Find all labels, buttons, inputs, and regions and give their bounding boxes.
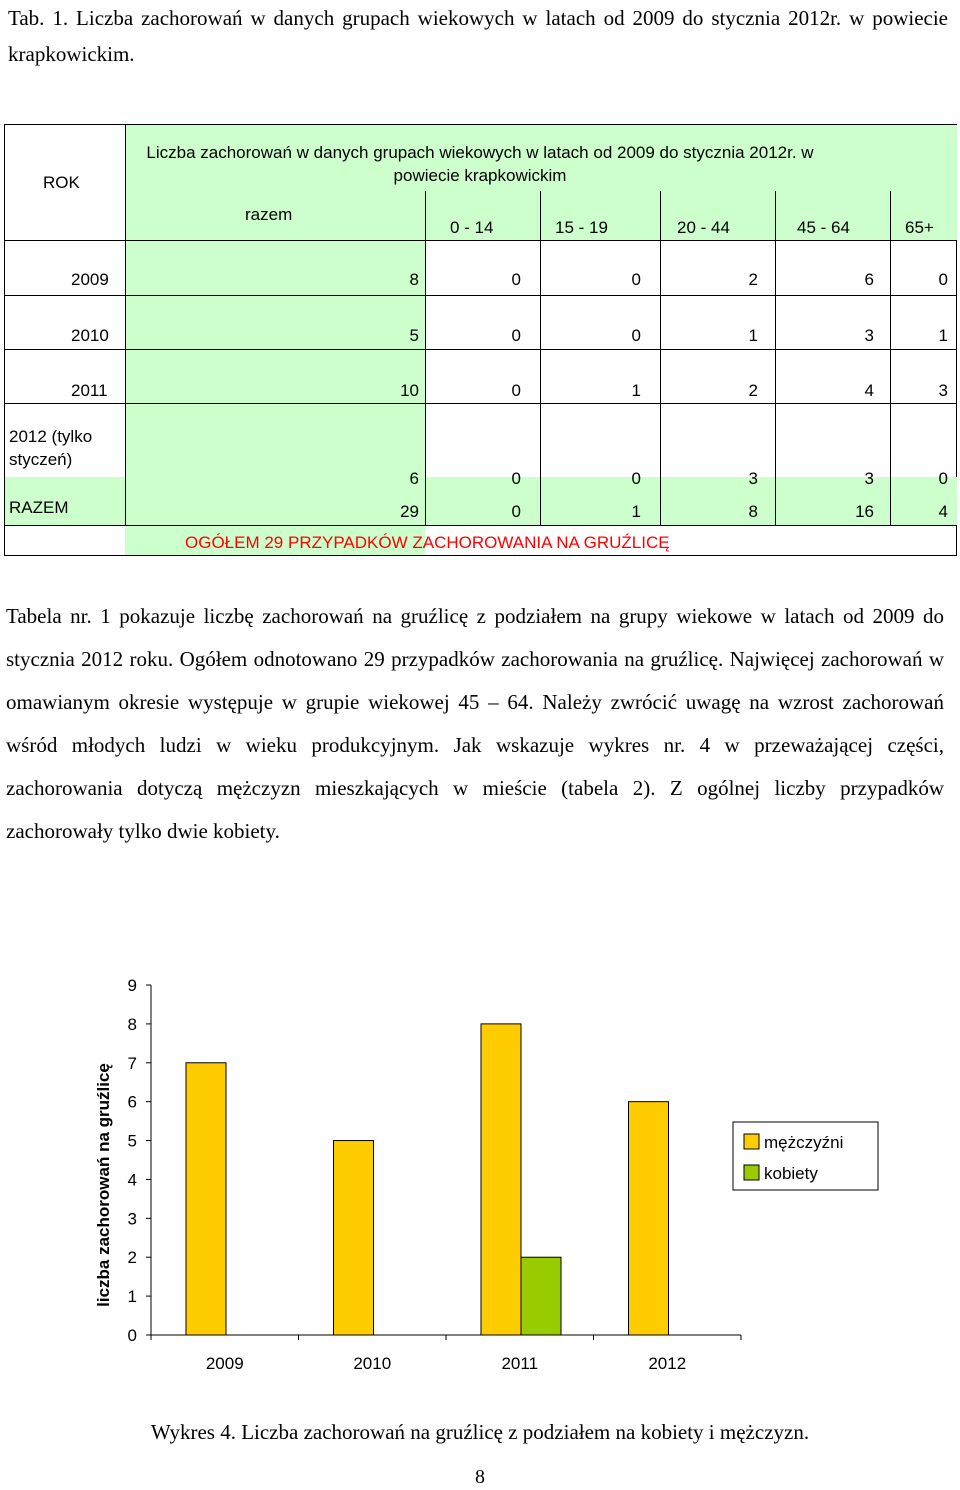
table-cell: 0: [938, 469, 948, 488]
y-tick-label: 1: [127, 1287, 137, 1307]
row-razem: RAZEM: [9, 498, 69, 517]
table-cell: 8: [748, 502, 758, 521]
legend-label: kobiety: [764, 1164, 818, 1183]
table-cell: 0: [511, 270, 521, 289]
legend-swatch: [744, 1134, 759, 1149]
figure-caption: Wykres 4. Liczba zachorowań na gruźlicę z podziałem na kobiety i mężczyzn.: [150, 1420, 810, 1444]
age-group-20-44: 20 - 44: [677, 218, 730, 237]
y-tick-label: 2: [127, 1248, 137, 1268]
table-cell: 0: [511, 502, 521, 521]
bar: [629, 1102, 669, 1335]
x-tick-label: 2011: [501, 1354, 539, 1373]
table-caption: Tab. 1. Liczba zachorowań w danych grupach wiekowych w latach od 2009 do stycznia 2012r. w powiecie krapkowickim.: [8, 6, 948, 66]
table-cell: 0: [511, 326, 521, 345]
table-cell: 8: [409, 270, 419, 289]
bar: [334, 1141, 374, 1335]
y-tick-label: 7: [127, 1053, 137, 1073]
table-cell: 1: [938, 326, 948, 345]
razem-header: razem: [245, 205, 293, 224]
rok-header: ROK: [43, 173, 80, 192]
table-cell: 29: [400, 502, 419, 521]
y-tick-label: 5: [127, 1131, 137, 1151]
table-cell: 3: [864, 469, 874, 488]
table-cell: 5: [409, 326, 419, 345]
table-cell: 2: [748, 381, 758, 400]
bar-chart: [80, 965, 880, 1385]
bar: [186, 1063, 226, 1335]
y-axis-title: liczba zachorowań na gruźlicę: [94, 1063, 113, 1307]
table-cell: 6: [864, 270, 874, 289]
table-cell: 16: [855, 502, 874, 521]
table-cell: 2: [748, 270, 758, 289]
table-cell: 0: [631, 469, 641, 488]
y-tick-label: 4: [127, 1170, 137, 1190]
legend-swatch: [744, 1165, 759, 1180]
y-tick-label: 3: [127, 1209, 137, 1229]
table-cell: 4: [938, 502, 948, 521]
table-cell: 3: [748, 469, 758, 488]
table-cell: 0: [511, 469, 521, 488]
age-group-65plus: 65+: [905, 218, 934, 237]
body-paragraph: Tabela nr. 1 pokazuje liczbę zachorowań na gruźlicę z podziałem na grupy wiekowe w latach od 2009 do stycznia 2012 roku. Ogółem odnotowano 29 przypadków zachorowania na gruźlicę. Najwięcej zachorowań w omawianym okresie występuje w grupie wiekowej 45 – 64. Należy zwrócić uwagę na wzrost zachorowań wśród młodych ludzi w wieku produkcyjnym. Jak wskazuje wykres nr. 4 w przeważającej części, zachorowania dotyczą mężczyzn mieszkających w mieście (tabela 2). Z ogólnej liczby przypadków zachorowały tylko dwie kobiety.: [6, 604, 944, 843]
age-group-0-14: 0 - 14: [450, 218, 494, 237]
row-year-2009: 2009: [71, 270, 109, 289]
tuberculosis-table: [4, 124, 957, 556]
x-tick-label: 2009: [205, 1354, 244, 1373]
table-cell: 3: [938, 381, 948, 400]
table-cell: 1: [631, 502, 641, 521]
table-cell: 1: [631, 381, 641, 400]
table-cell: 0: [631, 270, 641, 289]
table-title: Liczba zachorowań w danych grupach wiekowych w latach od 2009 do stycznia 2012r. w powiecie krapkowickim: [146, 143, 814, 185]
y-tick-label: 8: [127, 1014, 137, 1034]
y-tick-label: 0: [127, 1326, 137, 1345]
table-cell: 10: [400, 381, 419, 400]
bar: [521, 1257, 561, 1335]
table-cell: 6: [409, 469, 419, 488]
table-cell: 4: [864, 381, 874, 400]
bar: [481, 1024, 521, 1335]
table-cell: 3: [864, 326, 874, 345]
row-year-2010: 2010: [71, 326, 109, 345]
x-tick-label: 2010: [353, 1354, 392, 1373]
legend-label: mężczyźni: [764, 1133, 844, 1152]
age-group-45-64: 45 - 64: [797, 218, 850, 237]
y-tick-label: 9: [127, 976, 137, 995]
age-group-15-19: 15 - 19: [555, 218, 608, 237]
table-cell: 1: [748, 326, 758, 345]
page-number: 8: [475, 1466, 485, 1488]
row-year-2011: 2011: [71, 381, 108, 400]
total-note: OGÓŁEM 29 PRZYPADKÓW ZACHOROWANIA NA GRUŹLICĘ: [185, 533, 670, 552]
table-cell: 0: [511, 381, 521, 400]
table-cell: 0: [938, 270, 948, 289]
y-tick-label: 6: [127, 1092, 137, 1112]
row-year-2012: 2012 (tylko styczeń): [9, 427, 93, 469]
table-cell: 0: [631, 326, 641, 345]
x-tick-label: 2012: [648, 1354, 687, 1373]
